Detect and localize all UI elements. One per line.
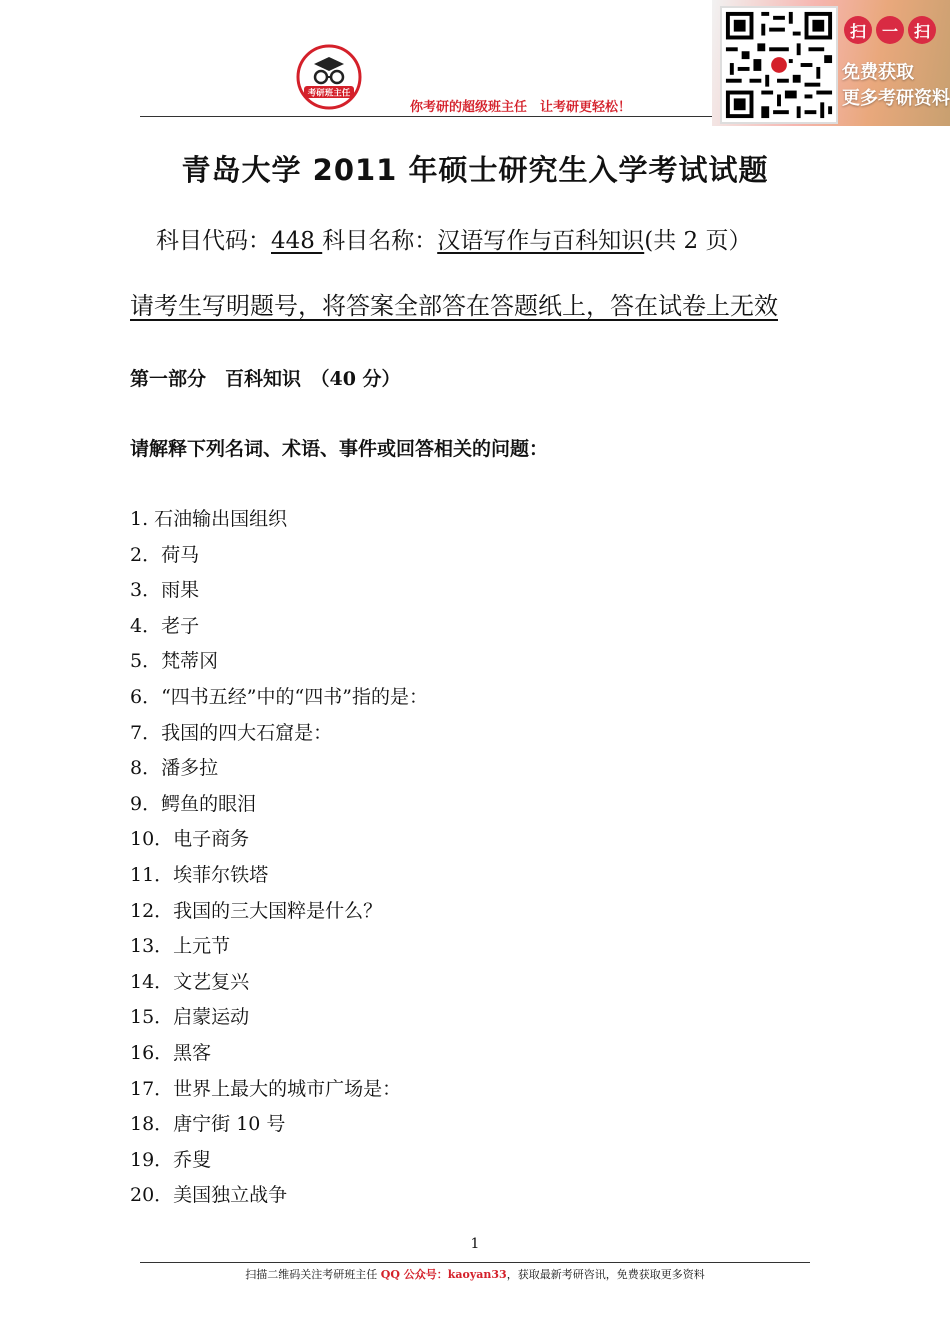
list-item: 1. 石油输出国组织 — [130, 508, 288, 530]
footer-note — [0, 1266, 950, 1282]
list-item: 19．乔叟 — [130, 1148, 212, 1171]
question-prompt: 请解释下列名词、术语、事件或回答相关的问题： — [130, 438, 549, 460]
scan-char: 扫 — [908, 16, 936, 44]
scan-char: 一 — [876, 16, 904, 44]
promo-text-line1: 免费获取 — [842, 62, 914, 83]
scan-char: 扫 — [844, 16, 872, 44]
page-number: 1 — [470, 1236, 480, 1252]
list-item: 2．荷马 — [130, 543, 200, 566]
list-item: 8．潘多拉 — [130, 757, 219, 780]
exam-title: 青岛大学 2011 年硕士研究生入学考试试题 — [181, 153, 769, 187]
graduation-owl-logo-icon — [296, 44, 362, 110]
subject-code-label: 科目代码： — [156, 228, 271, 254]
list-item: 9．鳄鱼的眼泪 — [130, 792, 257, 815]
promo-banner[interactable] — [712, 0, 950, 126]
list-item: 14．文艺复兴 — [130, 970, 250, 993]
list-item: 6．“四书五经”中的“四书”指的是： — [130, 685, 428, 708]
promo-text-line2: 更多考研资料 — [842, 88, 950, 109]
list-item: 15．启蒙运动 — [130, 1006, 250, 1029]
list-item: 12．我国的三大国粹是什么？ — [130, 899, 383, 922]
list-item: 4．老子 — [130, 614, 200, 637]
footer-divider — [140, 1262, 810, 1263]
subject-line — [156, 222, 751, 255]
list-item: 17．世界上最大的城市广场是： — [130, 1077, 402, 1100]
footer-text: 扫描二维码关注考研班主任 — [245, 1268, 381, 1281]
exam-instruction: 请考生写明题号，将答案全部答在答题纸上，答在试卷上无效 — [130, 292, 778, 320]
footer-qq-account: QQ 公众号：kaoyan33 — [380, 1268, 507, 1281]
scan-badge — [842, 12, 938, 48]
subject-code: 448 — [271, 228, 323, 254]
list-item: 10．电子商务 — [130, 828, 250, 851]
question-list — [130, 504, 428, 1216]
list-item: 3．雨果 — [130, 579, 200, 602]
list-item: 20．美国独立战争 — [130, 1184, 288, 1207]
list-item: 16．黑客 — [130, 1041, 212, 1064]
header-slogan: 你考研的超级班主任 让考研更轻松！ — [410, 100, 632, 115]
footer-text: ，获取最新考研咨讯，免费获取更多资料 — [506, 1268, 705, 1281]
page-count: (共 2 页） — [644, 228, 752, 254]
list-item: 18．唐宁街 10 号 — [130, 1113, 286, 1136]
subject-name-label: 科目名称： — [322, 228, 438, 254]
list-item: 7．我国的四大石窟是： — [130, 721, 333, 744]
header-divider — [140, 116, 712, 117]
subject-name: 汉语写作与百科知识 — [437, 228, 645, 254]
list-item: 13．上元节 — [130, 935, 231, 958]
logo-text: 考研班主任 — [307, 88, 351, 99]
section-heading: 第一部分 百科知识 （40 分） — [130, 368, 401, 390]
list-item: 5．梵蒂冈 — [130, 650, 219, 673]
qr-code-icon[interactable] — [720, 6, 838, 124]
list-item: 11．埃菲尔铁塔 — [130, 863, 269, 886]
